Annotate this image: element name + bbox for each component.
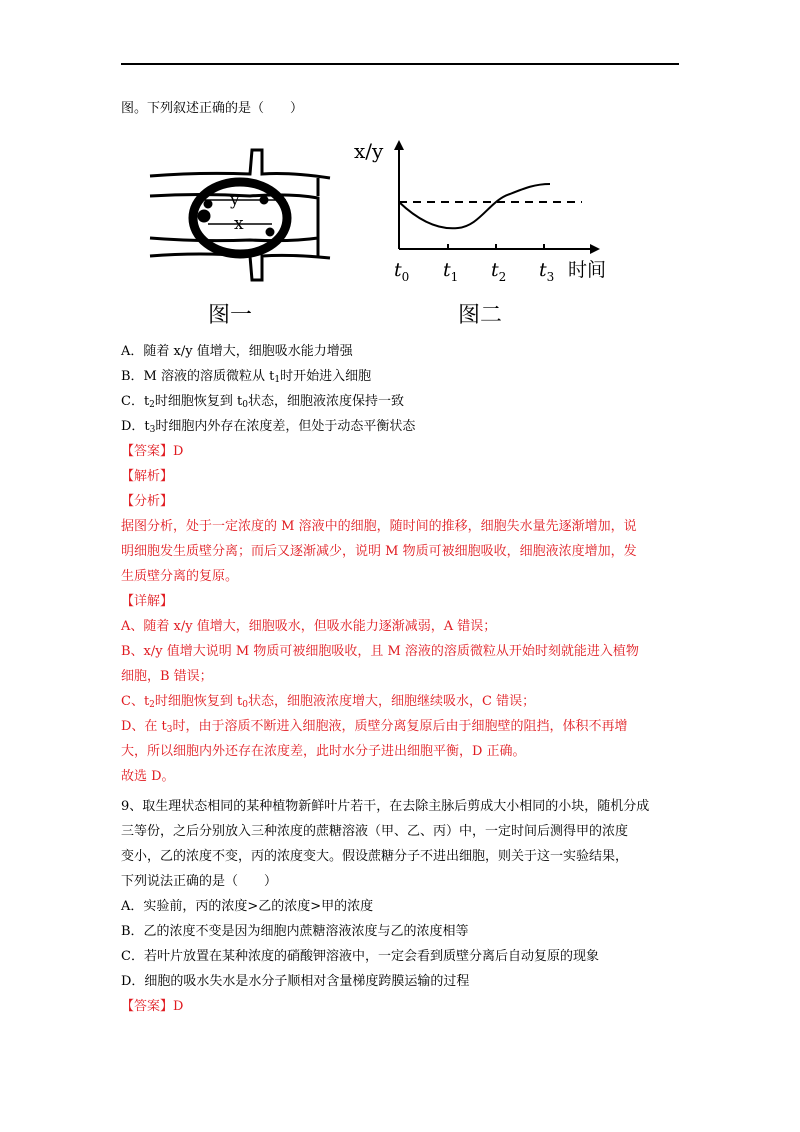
xiangjie-heading: 【详解】 (121, 594, 174, 609)
analysis-line-2: 明细胞发生质壁分离；而后又逐渐减少，说明 M 物质可被细胞吸收，细胞液浓度增加，发 (121, 544, 637, 559)
fenxi-heading: 【分析】 (121, 494, 174, 509)
option-b: B．M 溶液的溶质微粒从 $t_1$时开始进入细胞 (121, 369, 372, 385)
detail-b-2: 细胞，B 错误； (121, 669, 213, 684)
x-axis-arrow (590, 244, 600, 254)
tick-label-t1: $t_1$ (443, 259, 459, 284)
q9-option-b: B．乙的浓度不变是因为细胞内蔗糖溶液浓度与乙的浓度相等 (121, 924, 469, 939)
fig1-x-label: x (234, 214, 244, 234)
option-c: C．$t_2$时细胞恢复到 $t_0$状态，细胞液浓度保持一致 (121, 394, 405, 410)
answer-8: 【答案】D (121, 444, 184, 459)
q9-stem-1: 9、取生理状态相同的某种植物新鲜叶片若干，在去除主脉后剪成大小相同的小块，随机分成 (121, 799, 650, 814)
tick-label-t3: $t_3$ (539, 259, 555, 284)
fig2-xaxis-label: 时间 (568, 259, 607, 281)
q9-stem-4: 下列说法正确的是（ ） (121, 874, 278, 889)
option-d: D．$t_3$时细胞内外存在浓度差，但处于动态平衡状态 (121, 419, 416, 435)
fig2-caption: 图二 (458, 303, 503, 328)
fig2-yaxis-label: x/y (354, 139, 384, 163)
q9-stem-3: 变小，乙的浓度不变，丙的浓度变大。假设蔗糖分子不进出细胞，则关于这一实验结果， (121, 849, 629, 864)
detail-b-1: B、x/y 值增大说明 M 物质可被细胞吸收，且 M 溶液的溶质微粒从开始时刻就能进入植物 (121, 644, 639, 659)
detail-a: A、随着 x/y 值增大，细胞吸水，但吸水能力逐渐减弱，A 错误； (121, 619, 497, 634)
jiexi-heading: 【解析】 (121, 469, 174, 484)
detail-d-1: D、在 $t_3$时，由于溶质不断进入细胞液，质壁分离复原后由于细胞壁的阻挡，体积不再增 (121, 719, 628, 735)
curve-graph (394, 140, 600, 254)
detail-c: C、$t_2$时细胞恢复到 $t_0$状态，细胞液浓度增大，细胞继续吸水，C 错误； (121, 694, 536, 710)
q9-option-d: D．细胞的吸水失水是水分子顺相对含量梯度跨膜运输的过程 (121, 974, 470, 989)
figure-area (140, 138, 620, 338)
analysis-line-1: 据图分析，处于一定浓度的 M 溶液中的细胞，随时间的推移，细胞失水量先逐渐增加，说 (121, 519, 637, 534)
q9-option-a: A．实验前，丙的浓度>乙的浓度>甲的浓度 (121, 899, 374, 914)
q9-option-c: C．若叶片放置在某种浓度的硝酸钾溶液中，一定会看到质壁分离后自动复原的现象 (121, 949, 599, 964)
fig1-caption: 图一 (208, 303, 253, 328)
y-axis-arrow (394, 140, 404, 150)
question-intro: 图。下列叙述正确的是（ ） (121, 101, 304, 116)
option-a: A．随着 x/y 值增大，细胞吸水能力增强 (121, 344, 353, 359)
detail-conclusion: 故选 D。 (121, 769, 175, 784)
q9-stem-2: 三等份，之后分别放入三种浓度的蔗糖溶液（甲、乙、丙）中，一定时间后测得甲的浓度 (121, 824, 629, 839)
tick-label-t2: $t_2$ (491, 259, 507, 284)
ratio-curve (399, 184, 550, 228)
detail-d-2: 大，所以细胞内外还存在浓度差，此时水分子进出细胞平衡，D 正确。 (121, 744, 526, 759)
header-rule (121, 63, 679, 65)
analysis-line-3: 生质壁分离的复原。 (121, 569, 239, 584)
fig1-y-label: y (230, 190, 240, 210)
answer-9: 【答案】D (121, 999, 184, 1014)
tick-label-t0: $t_0$ (394, 259, 410, 284)
